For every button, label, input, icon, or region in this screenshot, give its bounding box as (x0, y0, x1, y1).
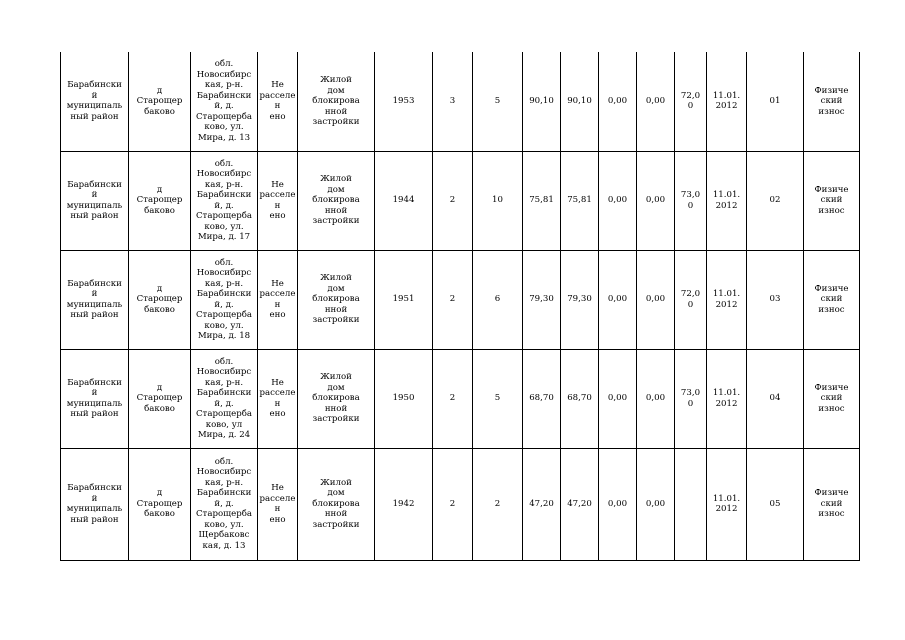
date-cell: 11.01. 2012 (707, 250, 747, 349)
value-2-cell: 0,00 (637, 250, 675, 349)
floors-cell: 2 (433, 448, 473, 560)
area-total-cell: 68,70 (523, 349, 561, 448)
year-cell: 1944 (375, 151, 433, 250)
floors-cell: 2 (433, 151, 473, 250)
area-living-cell: 47,20 (561, 448, 599, 560)
value-1-cell: 0,00 (599, 250, 637, 349)
building-type-cell: Жилой дом блокирова нной застройки (298, 250, 375, 349)
floors-cell: 2 (433, 349, 473, 448)
district-cell: Барабински й муниципаль ный район (61, 52, 129, 151)
number-cell: 04 (747, 349, 804, 448)
year-cell: 1950 (375, 349, 433, 448)
number-cell: 02 (747, 151, 804, 250)
value-2-cell: 0,00 (637, 52, 675, 151)
residents-cell: 6 (473, 250, 523, 349)
district-cell: Барабински й муниципаль ный район (61, 151, 129, 250)
table-row (61, 52, 860, 151)
area-total-cell: 90,10 (523, 52, 561, 151)
area-living-cell: 90,10 (561, 52, 599, 151)
address-cell: обл. Новосибирс кая, р-н. Барабински й, д. Старощерба ково, ул. Мира, д. 17 (191, 151, 258, 250)
address-cell: обл. Новосибирс кая, р-н. Барабински й, д. Старощерба ково, ул. Мира, д. 13 (191, 52, 258, 151)
date-cell: 11.01. 2012 (707, 151, 747, 250)
status-cell: Не расселен ено (258, 349, 298, 448)
value-1-cell: 0,00 (599, 448, 637, 560)
year-cell: 1951 (375, 250, 433, 349)
value-1-cell: 0,00 (599, 52, 637, 151)
locality-cell: д Старощер баково (129, 151, 191, 250)
locality-cell: д Старощер баково (129, 448, 191, 560)
locality-cell: д Старощер баково (129, 250, 191, 349)
residents-cell: 5 (473, 349, 523, 448)
area-total-cell: 75,81 (523, 151, 561, 250)
number-cell: 03 (747, 250, 804, 349)
date-cell: 11.01. 2012 (707, 349, 747, 448)
floors-cell: 2 (433, 250, 473, 349)
building-type-cell: Жилой дом блокирова нной застройки (298, 52, 375, 151)
date-cell: 11.01. 2012 (707, 448, 747, 560)
address-cell: обл. Новосибирс кая, р-н. Барабински й, д. Старощерба ково, ул. Щербаковс кая, д. 13 (191, 448, 258, 560)
wear-percent-cell: 73,0 0 (675, 151, 707, 250)
year-cell: 1953 (375, 52, 433, 151)
building-type-cell: Жилой дом блокирова нной застройки (298, 448, 375, 560)
wear-percent-cell (675, 448, 707, 560)
area-total-cell: 47,20 (523, 448, 561, 560)
wear-percent-cell: 73,0 0 (675, 349, 707, 448)
address-cell: обл. Новосибирс кая, р-н. Барабински й, д. Старощерба ково, ул. Мира, д. 18 (191, 250, 258, 349)
district-cell: Барабински й муниципаль ный район (61, 448, 129, 560)
basis-cell: Физиче ский износ (804, 250, 860, 349)
status-cell: Не расселен ено (258, 52, 298, 151)
number-cell: 01 (747, 52, 804, 151)
basis-cell: Физиче ский износ (804, 151, 860, 250)
status-cell: Не расселен ено (258, 151, 298, 250)
building-type-cell: Жилой дом блокирова нной застройки (298, 151, 375, 250)
status-cell: Не расселен ено (258, 448, 298, 560)
district-cell: Барабински й муниципаль ный район (61, 250, 129, 349)
floors-cell: 3 (433, 52, 473, 151)
residents-cell: 2 (473, 448, 523, 560)
locality-cell: д Старощер баково (129, 349, 191, 448)
value-2-cell: 0,00 (637, 151, 675, 250)
table-row (61, 448, 860, 560)
area-total-cell: 79,30 (523, 250, 561, 349)
table-row (61, 250, 860, 349)
value-2-cell: 0,00 (637, 349, 675, 448)
residents-cell: 10 (473, 151, 523, 250)
date-cell: 11.01. 2012 (707, 52, 747, 151)
value-1-cell: 0,00 (599, 151, 637, 250)
value-1-cell: 0,00 (599, 349, 637, 448)
housing-register-table (60, 52, 860, 561)
wear-percent-cell: 72,0 0 (675, 52, 707, 151)
basis-cell: Физиче ский износ (804, 448, 860, 560)
locality-cell: д Старощер баково (129, 52, 191, 151)
status-cell: Не расселен ено (258, 250, 298, 349)
area-living-cell: 79,30 (561, 250, 599, 349)
area-living-cell: 68,70 (561, 349, 599, 448)
value-2-cell: 0,00 (637, 448, 675, 560)
basis-cell: Физиче ский износ (804, 52, 860, 151)
table-row (61, 349, 860, 448)
district-cell: Барабински й муниципаль ный район (61, 349, 129, 448)
address-cell: обл. Новосибирс кая, р-н. Барабински й, д. Старощерба ково, ул Мира, д. 24 (191, 349, 258, 448)
basis-cell: Физиче ский износ (804, 349, 860, 448)
residents-cell: 5 (473, 52, 523, 151)
wear-percent-cell: 72,0 0 (675, 250, 707, 349)
year-cell: 1942 (375, 448, 433, 560)
number-cell: 05 (747, 448, 804, 560)
building-type-cell: Жилой дом блокирова нной застройки (298, 349, 375, 448)
area-living-cell: 75,81 (561, 151, 599, 250)
table-row (61, 151, 860, 250)
